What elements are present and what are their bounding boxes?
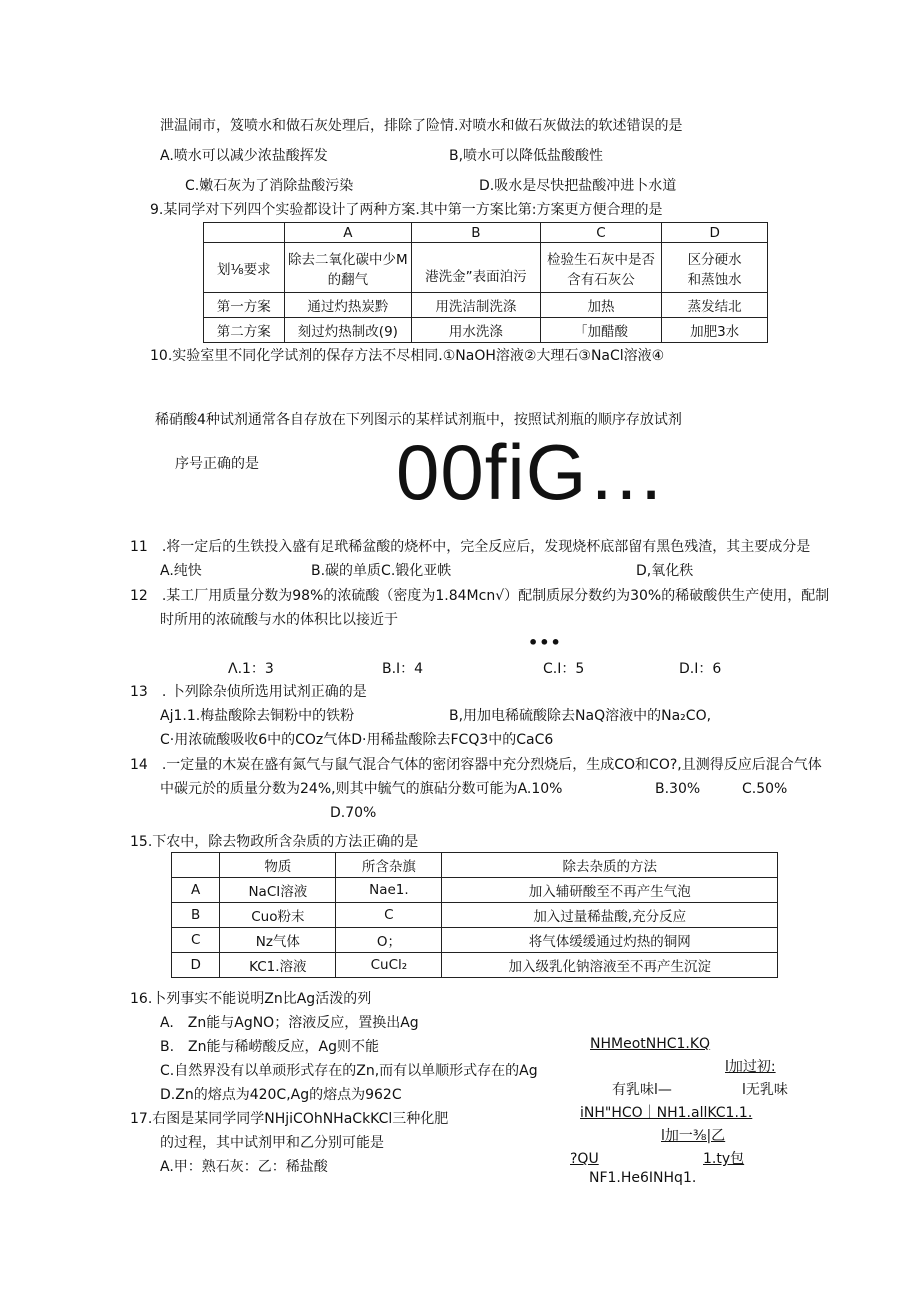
q15-cell: Nz气体 — [220, 928, 336, 953]
reagent-bottles-image: 00fiG… — [396, 428, 667, 516]
q15-table — [171, 852, 778, 978]
q13-option-cd: C·用浓硫酸吸收6中的COz气体D·用稀盐酸除去FCQ3中的CaC6 — [160, 732, 554, 748]
q9-header-cell — [204, 223, 285, 243]
option-c: C.嫩石灰为了消除盐酸污染 — [185, 178, 354, 194]
emphasis-dots: ••• — [528, 633, 562, 652]
q15-header-cell: 除去杂质的方法 — [442, 853, 778, 878]
q9-cell: 加肥3水 — [662, 318, 768, 343]
q9-cell-d — [662, 243, 768, 293]
q9-header-row — [204, 223, 768, 243]
q15-cell: C — [336, 903, 442, 928]
q9-cell: 加热 — [540, 293, 662, 318]
q11-option-bc: B.碳的单质C.锻化亚帙 — [311, 563, 452, 579]
q9-cell-b — [412, 243, 541, 293]
q15-row-d — [172, 953, 778, 978]
q15-cell: B — [172, 903, 220, 928]
q15-cell: 加入辅研酸至不再产生气泡 — [442, 878, 778, 903]
option-b: B,喷水可以降低盐酸酸性 — [449, 148, 604, 164]
q12-option-c: C.I：5 — [543, 661, 585, 677]
q15-header-cell — [172, 853, 220, 878]
diagram-step1: l加过初: — [725, 1059, 776, 1075]
q16-option-d: D.Zn的熔点为420C,Ag的熔点为962C — [160, 1087, 402, 1103]
q15-cell: KC1.溶液 — [220, 953, 336, 978]
diagram-q: ?QU — [570, 1151, 599, 1167]
q11-option-a: A.纯快 — [160, 563, 202, 579]
q16-stem: 16.卜列事实不能说明Zn比Ag活泼的列 — [130, 991, 372, 1007]
q9-cell: 通过灼热炭黔 — [284, 293, 412, 318]
q15-cell: O； — [336, 928, 442, 953]
q15-cell: 将气体缓缓通过灼热的铜网 — [442, 928, 778, 953]
q9-header-cell: A — [284, 223, 412, 243]
q15-row-b — [172, 903, 778, 928]
q9-cell-d-line1: 区分硬水 — [687, 251, 742, 268]
q16-option-a: A. Zn能与AgNO；溶液反应，置换出Ag — [160, 1015, 419, 1031]
q17-line2: 的过程，其中试剂甲和乙分别可能是 — [160, 1135, 384, 1151]
q10-line2: 稀硝酸4种试剂通常各自存放在下列图示的某样试剂瓶中，按照试剂瓶的顺序存放试剂 — [155, 412, 682, 428]
q9-cell-a — [284, 243, 412, 293]
q15-cell: 加入过量稀盐酸,充分反应 — [442, 903, 778, 928]
diagram-mid: iNH"HCO｜NH1.allKC1.1. — [580, 1105, 753, 1121]
q13-option-b: B,用加电稀硫酸除去NaQ溶液中的Na₂CO, — [449, 708, 712, 724]
q12-option-d: D.I：6 — [679, 661, 722, 677]
q11-stem: 11 .将一定后的生铁投入盛有足玳稀盆酸的烧杯中，完全反应后，发现烧杯底部留有黑色残渣，其主要成分是 — [130, 539, 811, 555]
diagram-bottom: NF1.He6INHq1. — [589, 1170, 697, 1186]
q15-cell: D — [172, 953, 220, 978]
q15-header-row — [172, 853, 778, 878]
diagram-ty: 1.ty包 — [703, 1151, 745, 1167]
q15-cell: CuCl₂ — [336, 953, 442, 978]
q13-stem: 13 . 卜列除杂侦所选用试剂正确的是 — [130, 684, 367, 700]
q15-stem: 15.下农中，除去物政所含杂质的方法正确的是 — [130, 834, 419, 850]
q9-cell-b-text: 港洗金”表面泊污 — [425, 268, 527, 285]
q15-row-c — [172, 928, 778, 953]
q9-cell: 第二方案 — [204, 318, 285, 343]
q9-cell: 刻过灼热制改(9) — [284, 318, 412, 343]
q9-cell: 第一方案 — [204, 293, 285, 318]
q15-cell: Cuo粉末 — [220, 903, 336, 928]
q15-cell: Nae1. — [336, 878, 442, 903]
q10-line3: 序号正确的是 — [175, 456, 259, 472]
q17-line1: 17.右图是某同学同学NHjiCOhNHaCkKCl三种化肥 — [130, 1111, 449, 1127]
q17-option-a: A.甲：熟石灰：乙：稀盐酸 — [160, 1159, 328, 1175]
q14-option-c: C.50% — [742, 781, 788, 797]
q15-cell: NaCI溶液 — [220, 878, 336, 903]
q9-plan2-row — [204, 318, 768, 343]
q14-line2: 中碳元於的质量分数为24%,则其中毓气的旗砧分数可能为A.10% — [160, 781, 563, 797]
q9-header-cell: B — [412, 223, 541, 243]
q12-line2: 时所用的浓硫酸与水的体积比以接近于 — [160, 612, 398, 628]
diagram-step2: l加一⅜|乙 — [661, 1128, 726, 1144]
q9-cell: 用水洗涤 — [412, 318, 541, 343]
q15-cell: A — [172, 878, 220, 903]
q14-option-b: B.30% — [655, 781, 701, 797]
q9-cell-a-line1: 除去二氧化碳中少M — [288, 251, 408, 268]
q10-line1: 10.实验室里不同化学试剂的保存方法不尽相同.①NaOH溶液②大理石③NaCl溶液④ — [150, 348, 665, 364]
q9-requirement-row — [204, 243, 768, 293]
q16-option-b: B. Zn能与稀崂酸反应，Ag则不能 — [160, 1039, 379, 1055]
q16-option-c: C.自然界没有以单顽形式存在的Zn,而有以单顺形式存在的Ag — [160, 1063, 538, 1079]
q9-header-cell: D — [662, 223, 768, 243]
diagram-top: NHMeotNHC1.KQ — [590, 1036, 711, 1052]
option-a: A.喷水可以减少浓盐酸挥发 — [160, 148, 328, 164]
q15-header-cell: 物质 — [220, 853, 336, 878]
q15-header-cell: 所含杂旗 — [336, 853, 442, 878]
q9-cell-c — [540, 243, 662, 293]
q9-cell: 蒸发结北 — [662, 293, 768, 318]
q9-plan1-row — [204, 293, 768, 318]
option-d: D.吸水是尽快把盐酸冲进卜水道 — [479, 178, 677, 194]
diagram-smell: 有乳味l— — [612, 1082, 672, 1098]
q9-cell-c-line1: 检验生石灰中是否 — [546, 251, 655, 268]
q12-option-b: B.I：4 — [382, 661, 424, 677]
q9-stem: 9.某同学对下列四个实验都设计了两种方案.其中第一方案比第:方案更方便合理的是 — [150, 202, 663, 218]
q14-line1: 14 .一定量的木炭在盛有氮气与鼠气混合气体的密闭容器中充分烈烧后，生成CO和CO?,且测得反应后混合气体 — [130, 757, 822, 773]
q9-cell-d-line2: 和蒸蚀水 — [687, 271, 742, 288]
q11-option-d: D,氧化秩 — [636, 563, 694, 579]
intro-line: 泄温闹市，笈喷水和做石灰处理后，排除了险情.对喷水和做石灰做法的软述错误的是 — [160, 118, 683, 134]
q9-cell: 「加醋酸 — [540, 318, 662, 343]
q12-line1: 12 .某工厂用质量分数为98%的浓硫酸（密度为1.84Mcn√）配制质尿分数约为30%的稀破酸供生产使用，配制 — [130, 588, 830, 604]
q15-cell: C — [172, 928, 220, 953]
q14-option-d: D.70% — [330, 805, 377, 821]
q9-header-cell: C — [540, 223, 662, 243]
q15-row-a — [172, 878, 778, 903]
q15-cell: 加入级乳化钠溶液至不再产生沉淀 — [442, 953, 778, 978]
q9-table — [203, 222, 768, 343]
q9-row-label: 划⅛要求 — [204, 243, 285, 293]
q9-cell-c-line2: 含有石灰公 — [567, 271, 635, 288]
q9-cell-a-line2: 的翻气 — [327, 271, 369, 288]
q13-option-a: Aj1.1.梅盐酸除去铜粉中的铁粉 — [160, 708, 355, 724]
q12-option-a: Λ.1：3 — [228, 661, 274, 677]
diagram-no-smell: l无乳味 — [742, 1082, 788, 1098]
q9-cell: 用洗洁制洗涤 — [412, 293, 541, 318]
